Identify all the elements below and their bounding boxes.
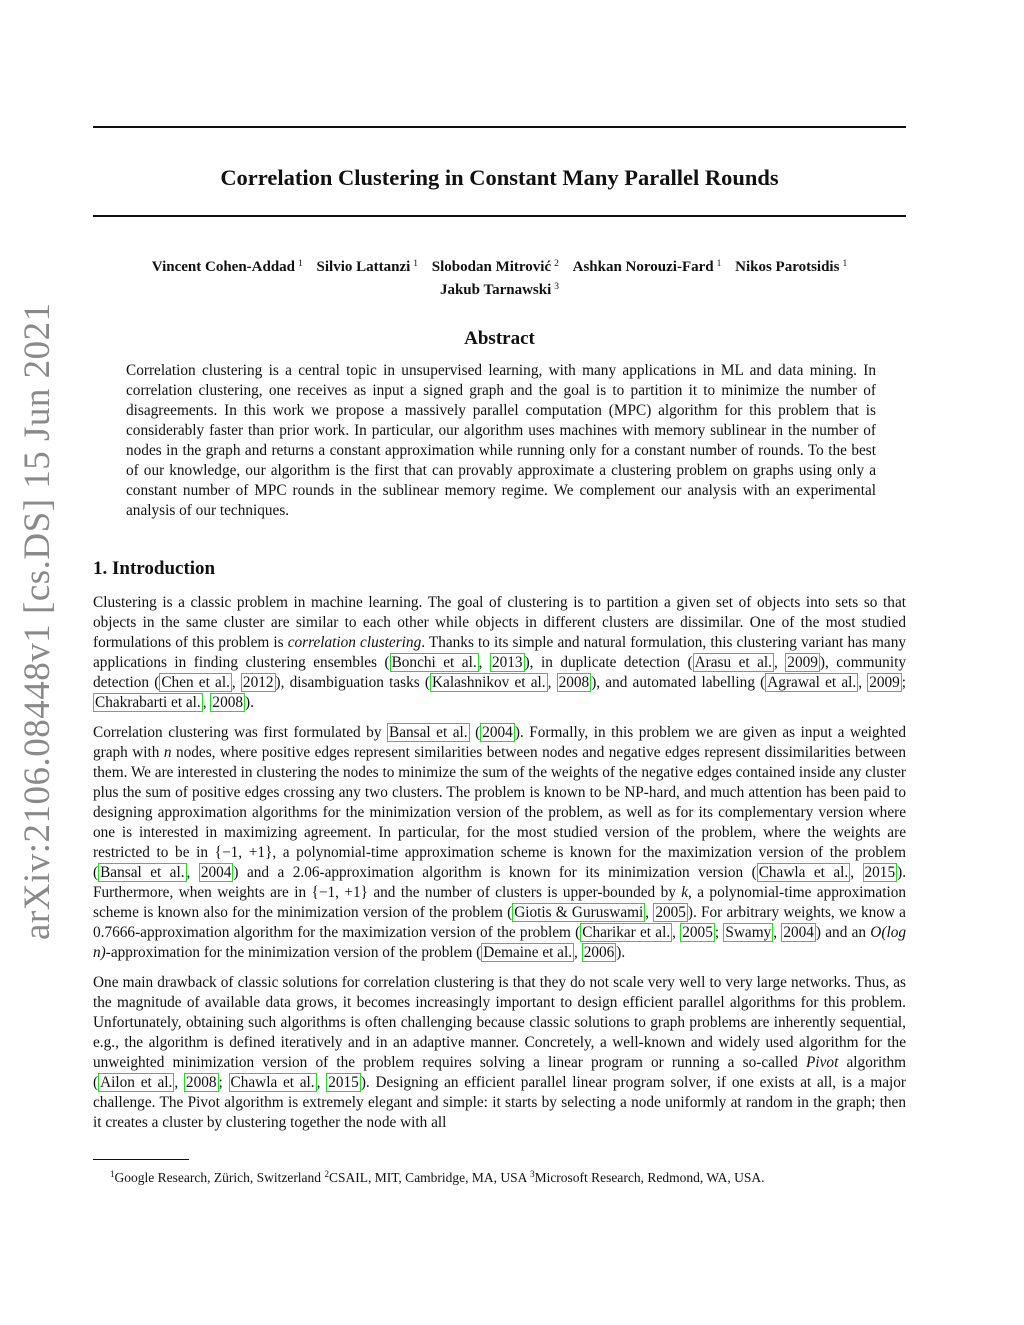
paragraph-1: Clustering is a classic problem in machine learning. The goal of clustering is to partition a given set of objects into sets so that objects in the same cluster are similar to each other while objects in different clusters are dissimilar. One of the most studied formulations of this problem is correlation clustering. Thanks to its simple and natural formulation, this clustering variant has many applications in finding clustering ensembles ( Bonchi et al. , 2013 ), in duplicate detection ( Arasu et al. , 2009 ), community detection ( Chen et al. , 2012 ), disambiguation tasks ( Kalashnikov et al. , 2008 ), and automated labelling ( Agrawal et al. , 2009 ; Chakrabarti et al. , 2008 ). — [93, 594, 907, 711]
abstract-text: Correlation clustering is a central topic in unsupervised learning, with many applications in ML and data mining. In correlation clustering, one receives as input a signed graph and the goal is to partition it to minimize the number of disagreements. In this work we propose a massively parallel computation (MPC) algorithm for this problem that is considerably faster than prior work. In particular, our algorithm uses machines with memory sublinear in the number of nodes in the graph and returns a constant approximation while running only for a constant number of rounds. To the best of our knowledge, our algorithm is the first that can provably approximate a clustering problem on graphs using only a constant number of MPC rounds in the sublinear memory regime. We complement our analysis with an experimental analysis of our techniques. — [126, 362, 876, 519]
citation-link[interactable]: 2008 — [558, 674, 590, 691]
citation-link[interactable]: 2015 — [864, 864, 896, 881]
citation-link[interactable]: 2009 — [869, 674, 900, 691]
arxiv-side-stamp: arXiv:2106.08448v1 [cs.DS] 15 Jun 2021 — [17, 302, 58, 940]
citation-link[interactable]: Swamy — [725, 924, 772, 941]
author-list — [93, 254, 906, 300]
citation-link[interactable]: Bansal et al. — [389, 724, 468, 741]
citation-link[interactable]: 2004 — [783, 924, 814, 941]
citation-link[interactable]: 2013 — [491, 654, 523, 671]
citation-link[interactable]: 2005 — [682, 924, 713, 941]
author: Nikos Parotsidis $^1$ — [735, 259, 848, 275]
math-expr: O(log n) — [93, 924, 906, 961]
citation-link[interactable]: Demaine et al. — [483, 944, 573, 961]
citation-link[interactable]: 2012 — [242, 674, 274, 691]
citation-link[interactable]: Bansal et al. — [100, 864, 185, 881]
citation-link[interactable]: Agrawal et al. — [767, 674, 857, 691]
citation-link[interactable]: Chen et al. — [161, 674, 230, 691]
author: Silvio Lattanzi $^1$ — [316, 259, 419, 275]
citation-link[interactable]: Giotis & Guruswami — [514, 904, 644, 921]
footnote-rule — [93, 1159, 189, 1160]
title-top-rule — [93, 126, 906, 128]
abstract-heading: Abstract — [464, 328, 535, 349]
citation-link[interactable]: 2009 — [787, 654, 818, 671]
author: Vincent Cohen-Addad $^1$ — [151, 259, 303, 275]
citation-link[interactable]: 2005 — [655, 904, 686, 921]
paper-title: Correlation Clustering in Constant Many Parallel Rounds — [220, 165, 779, 190]
citation-link[interactable]: 2006 — [583, 944, 615, 961]
author: Jakub Tarnawski $^3$ — [439, 282, 560, 298]
author: Slobodan Mitrović $^2$ — [431, 259, 559, 275]
math-var: k — [681, 884, 689, 901]
citation-link[interactable]: Charikar et al. — [582, 924, 671, 941]
citation-link[interactable]: Chawla et al. — [758, 864, 849, 881]
citation-link[interactable]: Ailon et al. — [100, 1074, 173, 1091]
affiliations-footnote: $^1$Google Research, Zürich, Switzerland $^2$CSAIL, MIT, Cambridge, MA, USA $^3$Microsoft Research, Redmond, WA, USA. — [110, 1169, 765, 1185]
citation-link[interactable]: Kalashnikov et al. — [431, 674, 546, 691]
title-bottom-rule — [93, 215, 906, 217]
paragraph-2: Correlation clustering was first formulated by Bansal et al. ( 2004 ). Formally, in this problem we are given as input a weighted graph with n nodes, where positive edges represent similarities between nodes and negative edges represent dissimilarities between them. We are interested in clustering the nodes to minimize the sum of the weights of the negative edges contained inside any cluster plus the sum of positive edges crossing any two clusters. The problem is known to be NP-hard, and much attention has been paid to designing approximation algorithms for the minimization version of the problem, as well as for its complementary version where one is interested in maximizing agreement. In particular, for the most studied version of the problem, where the weights are restricted to be in {−1, +1}, a polynomial-time approximation scheme is known for the maximization version of the problem ( Bansal et al. , 2004 ) and a 2.06-approximation algorithm is known for its minimization version ( Chawla et al. , 2015 ). Furthermore, when weights are in {−1, +1} and the number of clusters is upper-bounded by k, a polynomial-time approximation scheme is known also for the minimization version of the problem ( Giotis & Guruswami , 2005 ). For arbitrary weights, we know a 0.7666-approximation algorithm for the maximization version of the problem ( Charikar et al. , 2005 ; Swamy , 2004 ) and an O(log n)-approximation for the minimization version of the problem ( Demaine et al. , 2006 ). — [93, 724, 907, 961]
citation-link[interactable]: Chakrabarti et al. — [95, 694, 201, 711]
author: Ashkan Norouzi-Fard $^1$ — [572, 259, 722, 275]
citation-link[interactable]: Chawla et al. — [230, 1074, 315, 1091]
citation-link[interactable]: 2004 — [200, 864, 232, 881]
citation-link[interactable]: Arasu et al. — [694, 654, 772, 671]
math-expr: {−1, +1} — [311, 884, 368, 901]
citation-link[interactable]: 2015 — [328, 1074, 359, 1091]
citation-link[interactable]: 2008 — [212, 694, 244, 711]
section-heading-introduction: 1. Introduction — [93, 558, 216, 579]
math-expr: {−1, +1} — [214, 844, 273, 861]
introduction-body — [93, 593, 906, 1143]
paragraph-3: One main drawback of classic solutions for correlation clustering is that they do not scale very well to very large networks. Thus, as the magnitude of available data grows, it becomes increasingly important to design efficient parallel algorithms for this problem. Unfortunately, obtaining such algorithms is often challenging because classic solutions to graph problems are inherently sequential, e.g., the algorithm is defined iteratively and in an adaptive manner. Concretely, a well-known and widely used algorithm for the unweighted minimization version of the problem requires solving a linear program or running a so-called Pivot algorithm ( Ailon et al. , 2008 ; Chawla et al. , 2015 ). Designing an efficient parallel linear program solver, if one exists at all, is a major challenge. The Pivot algorithm is extremely elegant and simple: it starts by selecting a node uniformly at random in the graph; then it creates a cluster by clustering together the node with all — [93, 974, 907, 1131]
citation-link[interactable]: Bonchi et al. — [391, 654, 477, 671]
citation-link[interactable]: 2008 — [185, 1074, 217, 1091]
math-var: n — [163, 744, 172, 761]
citation-link[interactable]: 2004 — [482, 724, 513, 741]
